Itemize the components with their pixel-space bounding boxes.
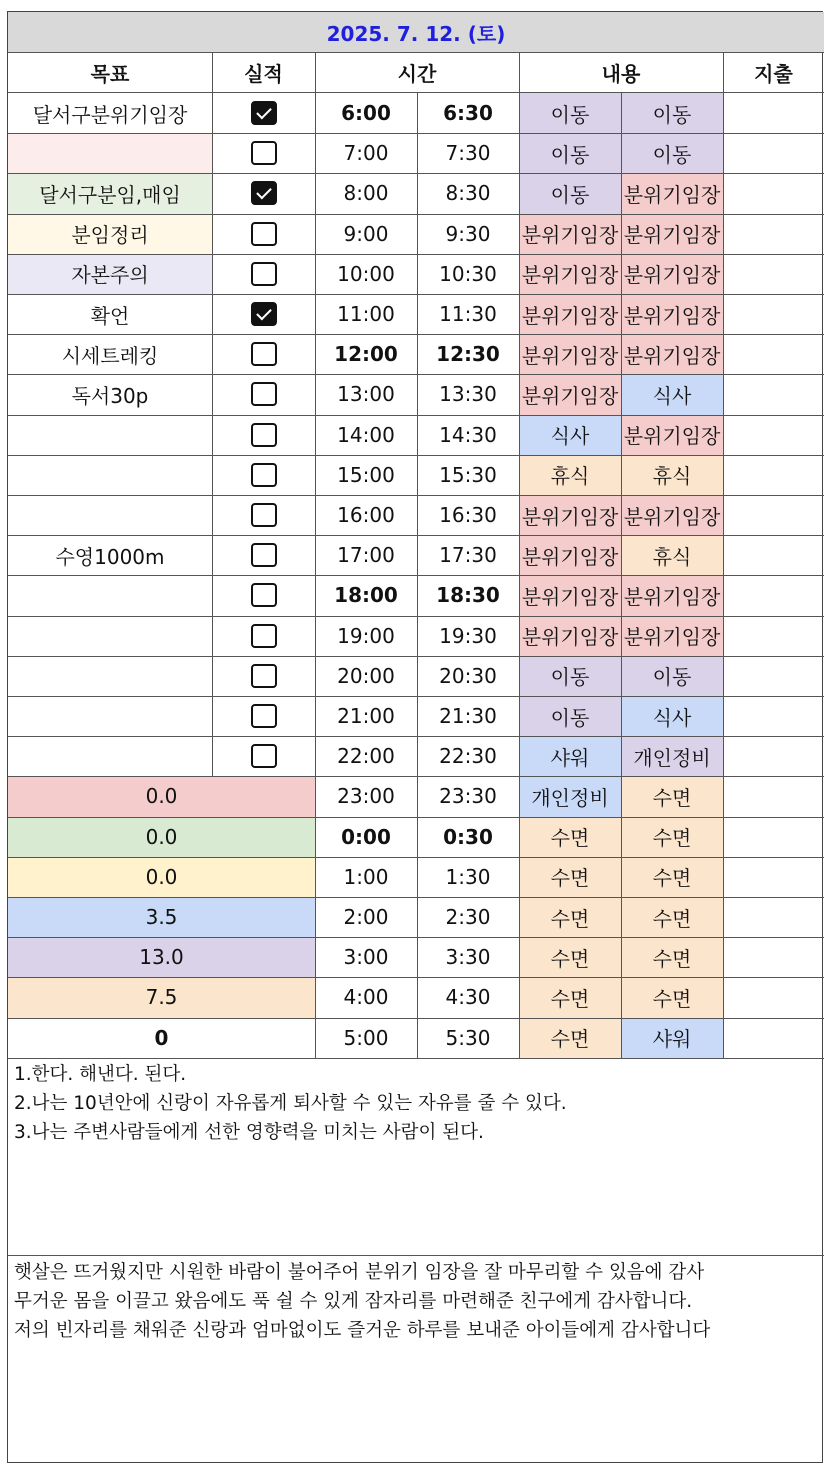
activity-first-half: 분위기임장 — [521, 504, 619, 529]
activity-first-half: 수면 — [550, 866, 590, 891]
result-cell — [212, 495, 315, 535]
time-half: 11:30 — [439, 302, 497, 327]
goal-item: 달서구분임,매임 — [8, 173, 212, 213]
grid-line — [8, 656, 824, 657]
time-start: 16:00 — [337, 503, 395, 528]
result-cell — [212, 656, 315, 696]
summary-value: 3.5 — [8, 897, 315, 937]
result-cell — [212, 535, 315, 575]
result-cell — [212, 173, 315, 213]
activity-second-half: 이동 — [652, 142, 692, 167]
summary-value: 7.5 — [8, 977, 315, 1017]
goal-item — [8, 455, 212, 495]
activity-second-half: 분위기임장 — [623, 504, 721, 529]
activity-first-half: 식사 — [550, 424, 590, 449]
summary-value: 0.0 — [8, 817, 315, 857]
time-start: 22:00 — [337, 744, 395, 769]
header-content: 내용 — [601, 61, 641, 86]
expense-cell[interactable] — [723, 334, 824, 374]
checkbox-unchecked[interactable] — [251, 704, 277, 728]
time-half: 22:30 — [439, 744, 497, 769]
grid-line — [8, 1255, 824, 1256]
header-expense: 지출 — [754, 61, 793, 86]
summary-value: 0 — [8, 1018, 315, 1058]
grid-line — [8, 334, 824, 335]
time-start: 14:00 — [337, 422, 395, 447]
activity-first-half: 분위기임장 — [521, 625, 619, 650]
activity-first-half: 이동 — [550, 705, 590, 730]
activity-first-half: 샤워 — [550, 745, 590, 770]
time-start: 13:00 — [337, 382, 395, 407]
activity-second-half: 휴식 — [652, 544, 692, 569]
grid-line — [315, 52, 316, 1058]
goal-item: 수영1000m — [8, 535, 212, 575]
expense-cell[interactable] — [723, 817, 824, 857]
activity-first-half: 분위기임장 — [521, 383, 619, 408]
grid-line — [621, 93, 622, 1058]
activity-first-half: 분위기임장 — [521, 263, 619, 288]
grid-line — [8, 897, 824, 898]
result-cell — [212, 214, 315, 254]
expense-cell[interactable] — [723, 374, 824, 414]
goal-item: 달서구분위기임장 — [8, 93, 212, 133]
expense-cell[interactable] — [723, 1018, 824, 1058]
grid-line — [8, 937, 824, 938]
goal-item — [8, 133, 212, 173]
date-title: 2025. 7. 12. (토) — [8, 12, 824, 52]
grid-line — [8, 52, 824, 53]
activity-second-half: 개인정비 — [633, 745, 711, 770]
time-start: 7:00 — [343, 141, 389, 166]
planner-sheet — [7, 11, 823, 1463]
time-half: 13:30 — [439, 382, 497, 407]
expense-cell[interactable] — [723, 857, 824, 897]
expense-cell[interactable] — [723, 897, 824, 937]
activity-first-half: 이동 — [550, 102, 590, 127]
affirmation-line: 2.나는 10년안에 신랑이 자유롭게 퇴사할 수 있는 자유를 줄 수 있다. — [14, 1092, 567, 1114]
expense-cell[interactable] — [723, 736, 824, 776]
activity-second-half: 분위기임장 — [623, 343, 721, 368]
time-half: 12:30 — [436, 342, 500, 367]
time-start: 3:00 — [343, 945, 389, 970]
time-half: 1:30 — [445, 864, 491, 889]
expense-cell[interactable] — [723, 294, 824, 334]
affirmation-line: 1.한다. 해낸다. 된다. — [14, 1063, 187, 1085]
checkbox-unchecked[interactable] — [251, 262, 277, 286]
affirmation-line: 3.나는 주변사람들에게 선한 영향력을 미치는 사람이 된다. — [14, 1121, 484, 1143]
activity-first-half: 분위기임장 — [521, 223, 619, 248]
result-cell — [212, 254, 315, 294]
grid-line — [8, 535, 824, 536]
gratitude-line: 무거운 몸을 이끌고 왔음에도 푹 쉴 수 있게 잠자리를 마련해준 친구에게 감사합니다. — [14, 1290, 693, 1312]
time-half: 15:30 — [439, 462, 497, 487]
grid-line — [723, 52, 724, 1058]
activity-second-half: 수면 — [652, 986, 692, 1011]
activity-first-half: 수면 — [550, 946, 590, 971]
grid-line — [212, 93, 213, 776]
goal-item: 시세트레킹 — [8, 334, 212, 374]
checkbox-unchecked[interactable] — [251, 342, 277, 366]
activity-first-half: 이동 — [550, 182, 590, 207]
result-cell — [212, 93, 315, 133]
checkbox-unchecked[interactable] — [251, 222, 277, 246]
checkbox-unchecked[interactable] — [251, 382, 277, 406]
checkbox-unchecked[interactable] — [251, 583, 277, 607]
grid-line — [8, 214, 824, 215]
grid-line — [8, 696, 824, 697]
time-start: 6:00 — [341, 101, 391, 126]
checkbox-unchecked[interactable] — [251, 624, 277, 648]
activity-second-half: 휴식 — [652, 464, 692, 489]
grid-line — [8, 92, 824, 93]
grid-line — [8, 776, 824, 777]
checkbox-unchecked[interactable] — [251, 463, 277, 487]
grid-line — [8, 133, 824, 134]
expense-cell[interactable] — [723, 535, 824, 575]
time-half: 7:30 — [445, 141, 491, 166]
grid-line — [8, 616, 824, 617]
time-half: 9:30 — [445, 221, 491, 246]
expense-cell[interactable] — [723, 173, 824, 213]
activity-second-half: 분위기임장 — [623, 584, 721, 609]
grid-line — [8, 173, 824, 174]
gratitude-line: 저의 빈자리를 채워준 신랑과 엄마없이도 즐거운 하루를 보내준 아이들에게 감사합니다 — [14, 1319, 711, 1341]
time-start: 23:00 — [337, 784, 395, 809]
time-start: 19:00 — [337, 623, 395, 648]
time-half: 2:30 — [445, 905, 491, 930]
expense-cell[interactable] — [723, 133, 824, 173]
checkbox-unchecked[interactable] — [251, 664, 277, 688]
result-cell — [212, 415, 315, 455]
time-start: 11:00 — [337, 302, 395, 327]
grid-line — [8, 736, 824, 737]
expense-cell[interactable] — [723, 495, 824, 535]
goal-item: 확언 — [8, 294, 212, 334]
result-cell — [212, 736, 315, 776]
checkbox-unchecked[interactable] — [251, 423, 277, 447]
time-start: 9:00 — [343, 221, 389, 246]
time-start: 17:00 — [337, 543, 395, 568]
checkbox-checked[interactable] — [251, 101, 277, 125]
goal-item — [8, 495, 212, 535]
checkbox-checked[interactable] — [251, 181, 277, 205]
result-cell — [212, 455, 315, 495]
activity-first-half: 수면 — [550, 986, 590, 1011]
time-start: 21:00 — [337, 704, 395, 729]
time-start: 10:00 — [337, 261, 395, 286]
result-cell — [212, 575, 315, 615]
goal-item — [8, 696, 212, 736]
grid-line — [8, 977, 824, 978]
time-half: 8:30 — [445, 181, 491, 206]
time-half: 14:30 — [439, 422, 497, 447]
activity-second-half: 분위기임장 — [623, 182, 721, 207]
grid-line — [8, 857, 824, 858]
activity-first-half: 수면 — [550, 906, 590, 931]
activity-first-half: 개인정비 — [531, 785, 609, 810]
checkbox-unchecked[interactable] — [251, 503, 277, 527]
time-half: 6:30 — [443, 101, 493, 126]
expense-cell[interactable] — [723, 656, 824, 696]
expense-cell[interactable] — [723, 93, 824, 133]
expense-cell[interactable] — [723, 455, 824, 495]
gratitude-line: 햇살은 뜨거웠지만 시원한 바람이 불어주어 분위기 임장을 잘 마무리할 수 있음에 감사 — [14, 1261, 705, 1283]
grid-line — [212, 52, 213, 92]
expense-cell[interactable] — [723, 696, 824, 736]
grid-line — [8, 294, 824, 295]
goal-item: 자본주의 — [8, 254, 212, 294]
grid-line — [8, 374, 824, 375]
activity-second-half: 식사 — [652, 383, 692, 408]
time-start: 5:00 — [343, 1025, 389, 1050]
expense-cell[interactable] — [723, 575, 824, 615]
activity-first-half: 이동 — [550, 142, 590, 167]
activity-first-half: 수면 — [550, 1027, 590, 1052]
result-cell — [212, 696, 315, 736]
header-time: 시간 — [397, 61, 437, 86]
activity-second-half: 분위기임장 — [623, 625, 721, 650]
activity-second-half: 분위기임장 — [623, 303, 721, 328]
result-cell — [212, 334, 315, 374]
time-half: 10:30 — [439, 261, 497, 286]
activity-second-half: 수면 — [652, 785, 692, 810]
activity-first-half: 분위기임장 — [521, 303, 619, 328]
activity-second-half: 수면 — [652, 946, 692, 971]
summary-value: 0.0 — [8, 776, 315, 816]
result-cell — [212, 616, 315, 656]
activity-second-half: 이동 — [652, 102, 692, 127]
checkbox-unchecked[interactable] — [251, 744, 277, 768]
time-half: 23:30 — [439, 784, 497, 809]
time-start: 4:00 — [343, 985, 389, 1010]
result-cell — [212, 294, 315, 334]
goal-item — [8, 575, 212, 615]
expense-cell[interactable] — [723, 415, 824, 455]
activity-first-half: 분위기임장 — [521, 584, 619, 609]
activity-second-half: 샤워 — [652, 1027, 692, 1052]
summary-value: 0.0 — [8, 857, 315, 897]
header-goal: 목표 — [90, 61, 130, 86]
activity-first-half: 이동 — [550, 665, 590, 690]
goal-item — [8, 415, 212, 455]
time-half: 18:30 — [436, 583, 500, 608]
time-half: 19:30 — [439, 623, 497, 648]
activity-first-half: 휴식 — [550, 464, 590, 489]
grid-line — [8, 817, 824, 818]
activity-second-half: 수면 — [652, 866, 692, 891]
activity-second-half: 이동 — [652, 665, 692, 690]
grid-line — [8, 495, 824, 496]
time-half: 5:30 — [445, 1025, 491, 1050]
activity-second-half: 분위기임장 — [623, 424, 721, 449]
time-half: 3:30 — [445, 945, 491, 970]
goal-item: 독서30p — [8, 374, 212, 414]
time-start: 0:00 — [341, 824, 391, 849]
grid-line — [8, 415, 824, 416]
grid-line — [417, 93, 418, 1058]
activity-second-half: 분위기임장 — [623, 223, 721, 248]
goal-item — [8, 616, 212, 656]
time-start: 15:00 — [337, 462, 395, 487]
grid-line — [519, 52, 520, 1058]
activity-second-half: 수면 — [652, 826, 692, 851]
time-start: 18:00 — [334, 583, 398, 608]
header-result: 실적 — [244, 61, 283, 86]
activity-first-half: 분위기임장 — [521, 343, 619, 368]
grid-line — [8, 575, 824, 576]
result-cell — [212, 133, 315, 173]
time-half: 4:30 — [445, 985, 491, 1010]
time-start: 8:00 — [343, 181, 389, 206]
goal-item: 분임정리 — [8, 214, 212, 254]
activity-first-half: 수면 — [550, 826, 590, 851]
grid-line — [8, 254, 824, 255]
time-half: 0:30 — [443, 824, 493, 849]
expense-cell[interactable] — [723, 254, 824, 294]
time-start: 20:00 — [337, 663, 395, 688]
summary-value: 13.0 — [8, 937, 315, 977]
time-half: 21:30 — [439, 704, 497, 729]
goal-item — [8, 736, 212, 776]
time-start: 12:00 — [334, 342, 398, 367]
activity-second-half: 분위기임장 — [623, 263, 721, 288]
time-half: 20:30 — [439, 663, 497, 688]
expense-cell[interactable] — [723, 616, 824, 656]
checkbox-unchecked[interactable] — [251, 543, 277, 567]
time-start: 1:00 — [343, 864, 389, 889]
expense-cell[interactable] — [723, 937, 824, 977]
time-start: 2:00 — [343, 905, 389, 930]
checkbox-unchecked[interactable] — [251, 141, 277, 165]
expense-cell[interactable] — [723, 214, 824, 254]
result-cell — [212, 374, 315, 414]
goal-item — [8, 656, 212, 696]
activity-second-half: 식사 — [652, 705, 692, 730]
time-half: 17:30 — [439, 543, 497, 568]
grid-line — [8, 1058, 824, 1059]
activity-first-half: 분위기임장 — [521, 544, 619, 569]
activity-second-half: 수면 — [652, 906, 692, 931]
grid-line — [8, 455, 824, 456]
checkbox-checked[interactable] — [251, 302, 277, 326]
expense-cell[interactable] — [723, 776, 824, 816]
expense-cell[interactable] — [723, 977, 824, 1017]
grid-line — [8, 1018, 824, 1019]
time-half: 16:30 — [439, 503, 497, 528]
